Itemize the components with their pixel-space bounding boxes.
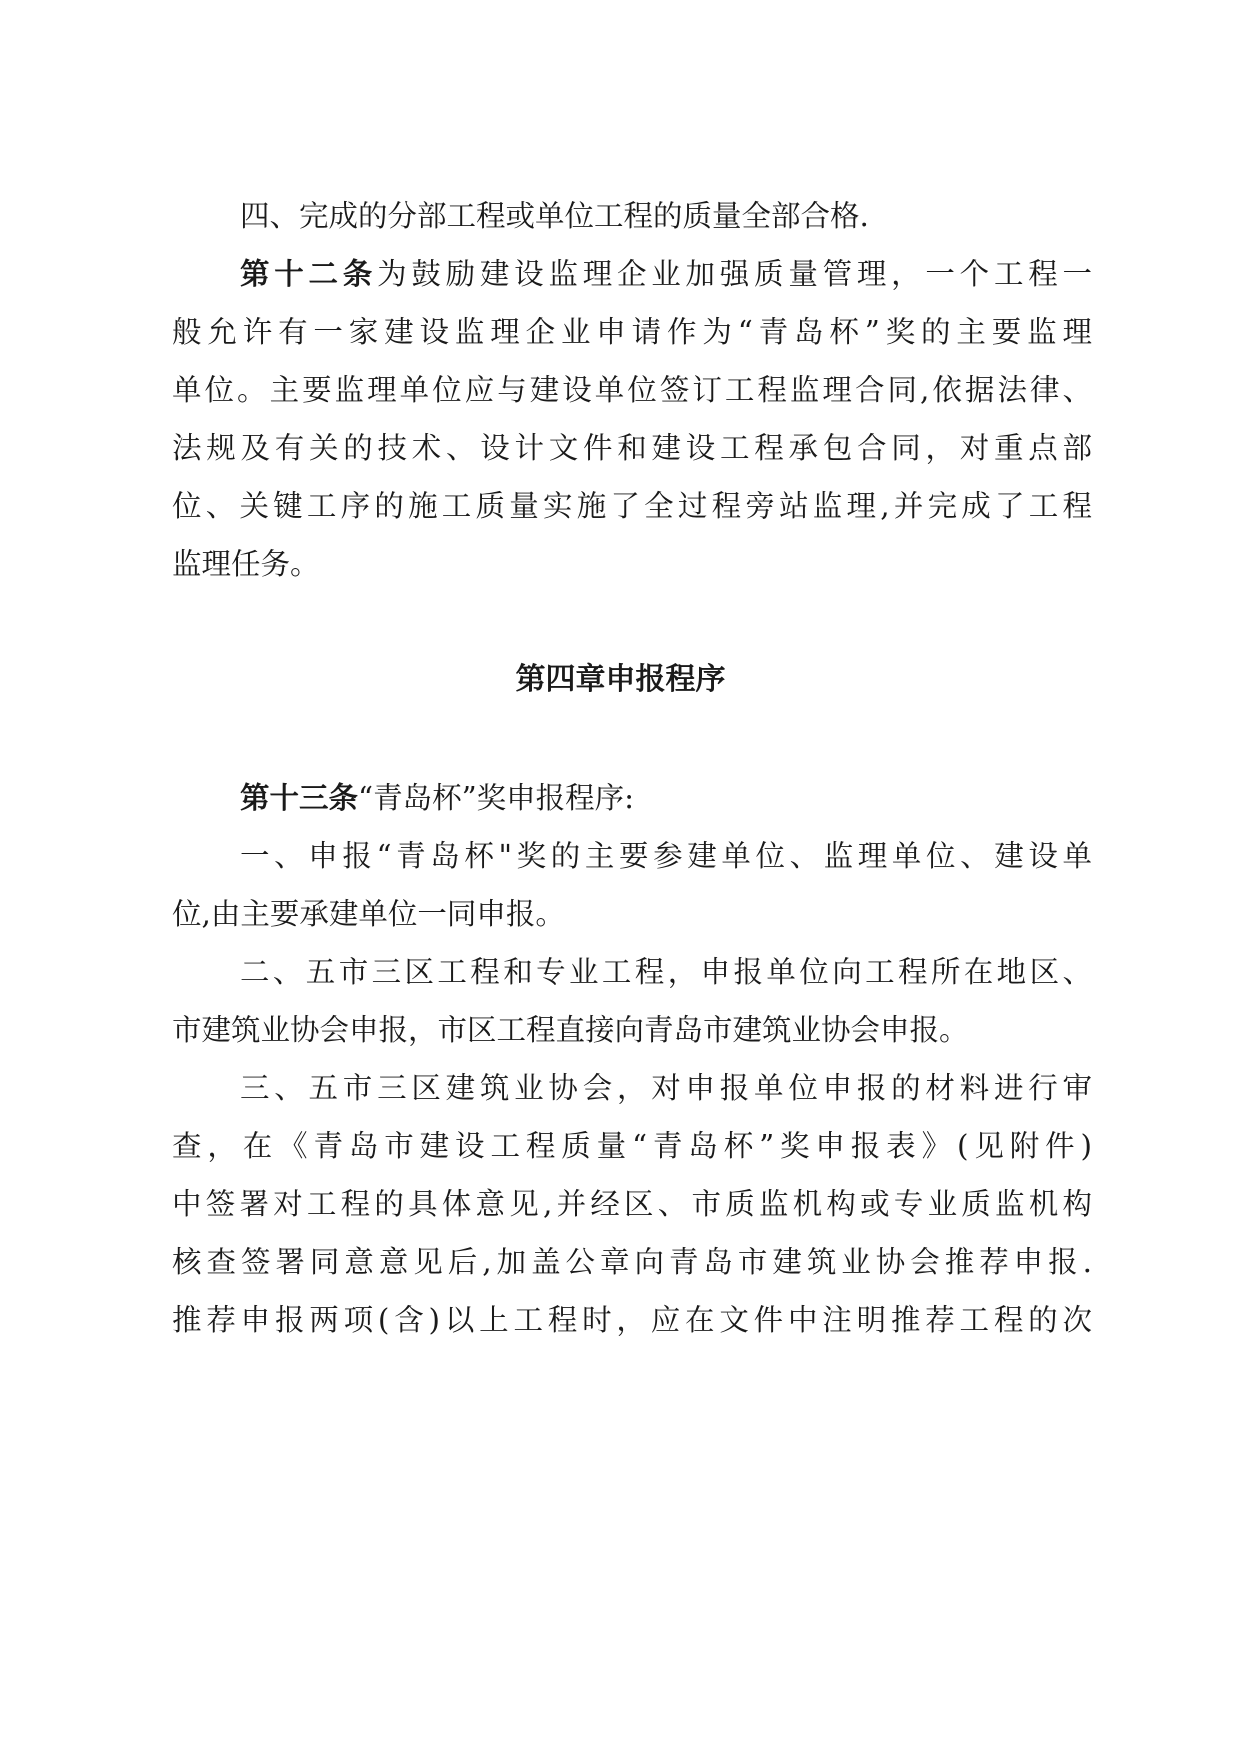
article-12-line-1 — [240, 254, 1092, 294]
text-line: 单位。主要监理单位应与建设单位签订工程监理合同,依据法律、 — [172, 373, 1092, 407]
chapter-heading: 第四章申报程序 — [515, 662, 726, 697]
item-2-line-2 — [172, 1010, 1092, 1050]
paragraph-item-4-line — [240, 196, 1092, 236]
item-3-line-2 — [172, 1126, 1092, 1166]
text-line: 市建筑业协会申报，市区工程直接向青岛市建筑业协会申报。 — [172, 1013, 969, 1047]
text-line: 三、五市三区建筑业协会，对申报单位申报的材料进行审 — [240, 1071, 1092, 1105]
item-3-line-5 — [172, 1300, 1092, 1340]
text-line: 为鼓励建设监理企业加强质量管理，一个工程一 — [377, 257, 1092, 291]
text-line: 二、五市三区工程和专业工程，申报单位向工程所在地区、 — [240, 955, 1092, 989]
article-12-line-4 — [172, 428, 1092, 468]
text-line: 查，在《青岛市建设工程质量“青岛杯”奖申报表》(见附件) — [172, 1129, 1092, 1163]
article-13-line-1 — [240, 778, 1092, 818]
item-1-line-1 — [240, 836, 1092, 876]
text-line: “青岛杯”奖申报程序: — [358, 781, 635, 815]
item-1-line-2 — [172, 894, 1092, 934]
text-line: 一、申报“青岛杯"奖的主要参建单位、监理单位、建设单 — [240, 839, 1092, 873]
article-12-line-2 — [172, 312, 1092, 352]
article-number: 第十二条 — [240, 256, 378, 291]
text-line: 中签署对工程的具体意见,并经区、市质监机构或专业质监机构 — [172, 1187, 1092, 1221]
item-3-line-4 — [172, 1242, 1092, 1282]
text-line: 四、完成的分部工程或单位工程的质量全部合格. — [240, 199, 869, 233]
article-number: 第十三条 — [240, 780, 359, 815]
item-2-line-1 — [240, 952, 1092, 992]
article-12-line-5 — [172, 486, 1092, 526]
text-line: 推荐申报两项(含)以上工程时，应在文件中注明推荐工程的次 — [172, 1303, 1092, 1337]
text-line: 位、关键工序的施工质量实施了全过程旁站监理,并完成了工程 — [172, 489, 1092, 523]
text-line: 法规及有关的技术、设计文件和建设工程承包合同，对重点部 — [172, 431, 1092, 465]
text-line: 般允许有一家建设监理企业申请作为“青岛杯”奖的主要监理 — [172, 315, 1092, 349]
text-line: 监理任务。 — [172, 547, 320, 581]
article-12-line-6 — [172, 544, 1092, 584]
text-line: 位,由主要承建单位一同申报。 — [172, 897, 565, 931]
item-3-line-1 — [240, 1068, 1092, 1108]
text-line: 核查签署同意意见后,加盖公章向青岛市建筑业协会推荐申报. — [172, 1245, 1092, 1279]
item-3-line-3 — [172, 1184, 1092, 1224]
article-12-line-3 — [172, 370, 1092, 410]
